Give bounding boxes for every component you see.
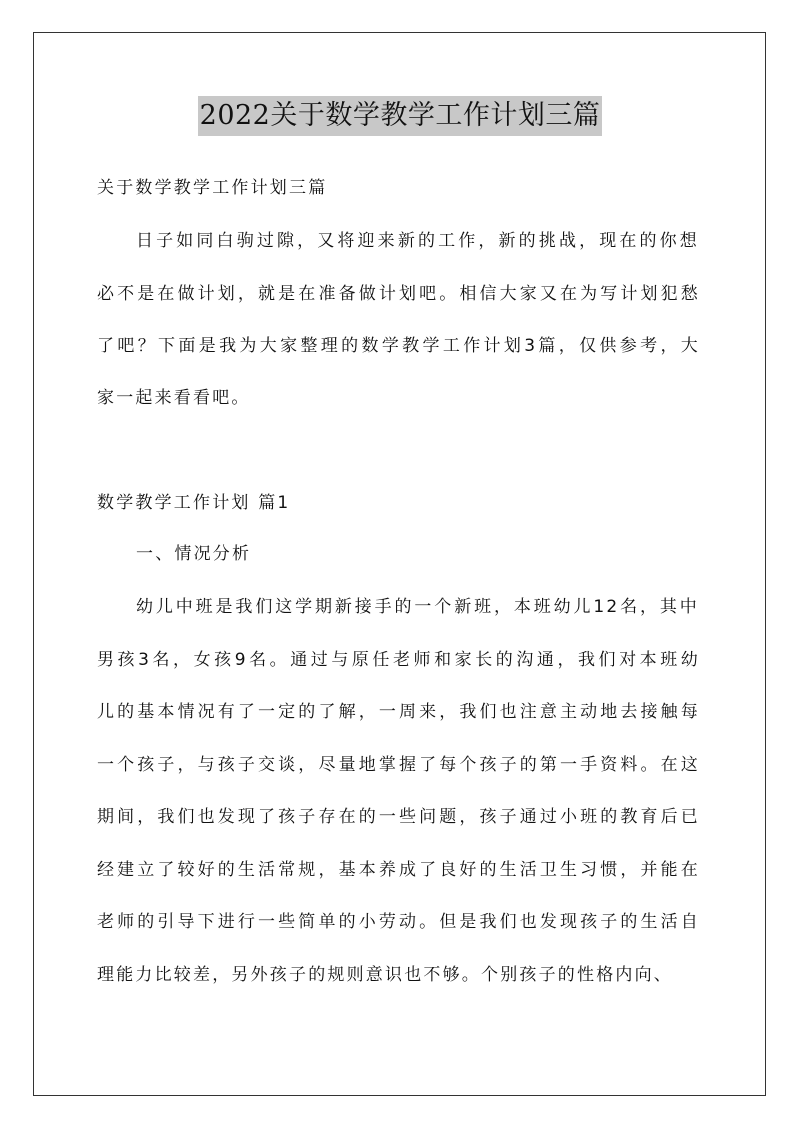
body-line: 理能力比较差，另外孩子的规则意识也不够。个别孩子的性格内向、 xyxy=(97,965,673,985)
document-title: 2022关于数学教学工作计划三篇 xyxy=(198,96,603,136)
body-line: 儿的基本情况有了一定的了解，一周来，我们也注意主动地去接触每 xyxy=(97,702,700,722)
subheading: 一、情况分析 xyxy=(136,544,252,564)
body-line: 一个孩子，与孩子交谈，尽量地掌握了每个孩子的第一手资料。在这 xyxy=(97,755,700,775)
body-line: 期间，我们也发现了孩子存在的一些问题，孩子通过小班的教育后已 xyxy=(97,807,700,827)
body-line: 老师的引导下进行一些简单的小劳动。但是我们也发现孩子的生活自 xyxy=(97,912,700,932)
title-container xyxy=(0,96,800,136)
body-line: 幼儿中班是我们这学期新接手的一个新班，本班幼儿12名，其中 xyxy=(136,597,699,617)
intro-line: 日子如同白驹过隙，又将迎来新的工作，新的挑战，现在的你想 xyxy=(136,231,699,251)
body-line: 男孩3名，女孩9名。通过与原任老师和家长的沟通，我们对本班幼 xyxy=(97,650,700,670)
intro-line: 必不是在做计划，就是在准备做计划吧。相信大家又在为写计划犯愁 xyxy=(97,284,700,304)
body-line: 经建立了较好的生活常规，基本养成了良好的生活卫生习惯，并能在 xyxy=(97,860,700,880)
section-heading: 数学教学工作计划 篇1 xyxy=(97,493,291,513)
intro-line: 了吧？下面是我为大家整理的数学教学工作计划3篇，仅供参考，大 xyxy=(97,336,700,356)
document-subtitle: 关于数学教学工作计划三篇 xyxy=(97,178,328,198)
intro-line: 家一起来看看吧。 xyxy=(97,388,251,408)
